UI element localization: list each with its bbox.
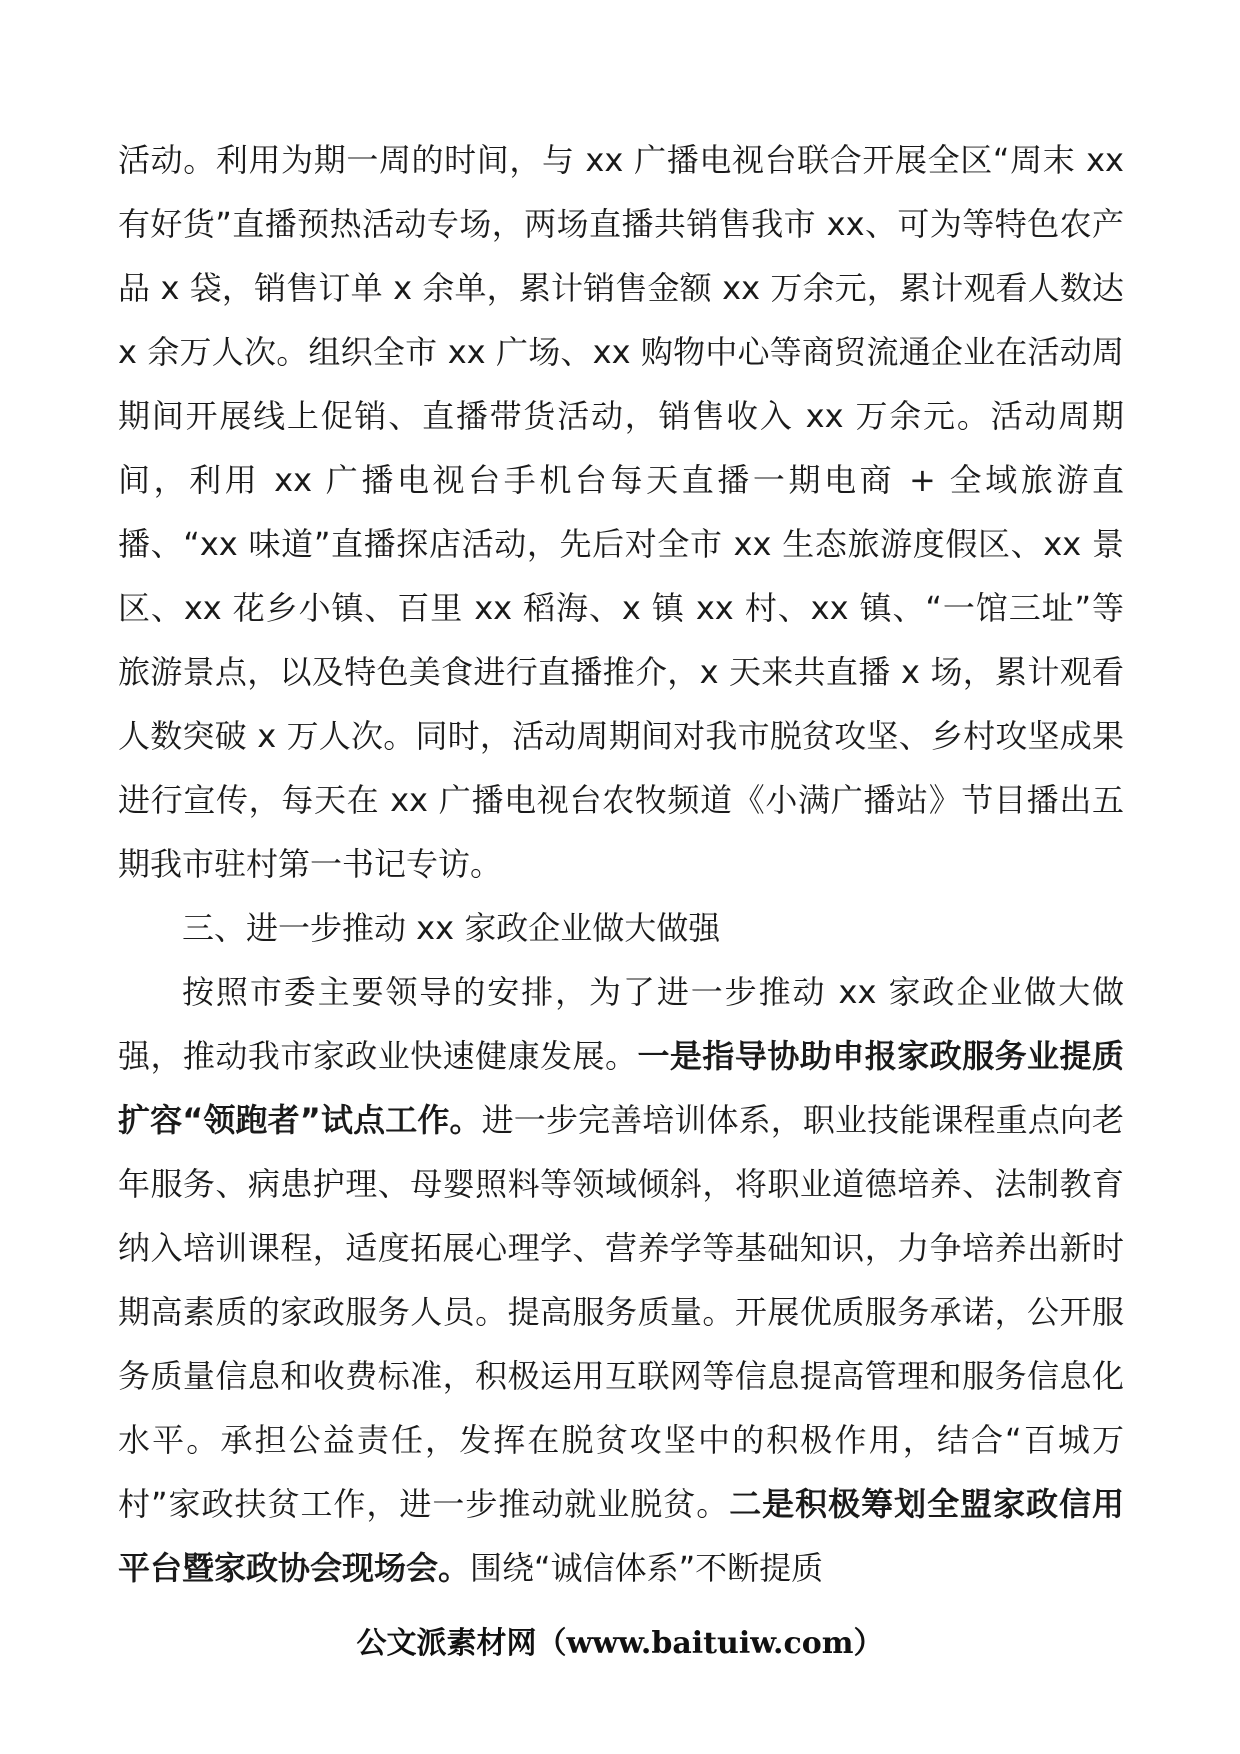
paragraph-text-1: 按照市委主要领导的安排，为了进一步推动 xx 家政企业做大做强，推动我市家政业快速健康发展。 [118, 973, 1124, 1075]
paragraph-housekeeping [118, 960, 1124, 1600]
paragraph-text-3: 围绕“诚信体系”不断提质 [470, 1549, 824, 1587]
paragraph-text-2: 进一步完善培训体系，职业技能课程重点向老年服务、病患护理、母婴照料等领域倾斜，将职业道德培养、法制教育纳入培训课程，适度拓展心理学、营养学等基础知识，力争培养出新时期高素质的家政服务人员。提高服务质量。开展优质服务承诺，公开服务质量信息和收费标准，积极运用互联网等信息提高管理和服务信息化水平。承担公益责任，发挥在脱贫攻坚中的积极作用，结合“百城万村”家政扶贫工作，进一步推动就业脱贫。 [118, 1101, 1124, 1523]
bold-point-2: 二是积极筹划全盟家政信用平台暨家政协会现场会。 [118, 1485, 1124, 1587]
paragraph-activity-week: 活动。利用为期一周的时间，与 xx 广播电视台联合开展全区“周末 xx 有好货”直播预热活动专场，两场直播共销售我市 xx、可为等特色农产品 x 袋，销售订单 x 余单，累计销售金额 xx 万余元，累计观看人数达 x 余万人次。组织全市 xx 广场、xx 购物中心等商贸流通企业在活动周期间开展线上促销、直播带货活动，销售收入 xx 万余元。活动周期间，利用 xx 广播电视台手机台每天直播一期电商 + 全域旅游直播、“xx 味道”直播探店活动，先后对全市 xx 生态旅游度假区、xx 景区、xx 花乡小镇、百里 xx 稻海、x 镇 xx 村、xx 镇、“一馆三址”等旅游景点，以及特色美食进行直播推介，x 天来共直播 x 场，累计观看人数突破 x 万人次。同时，活动周期间对我市脱贫攻坚、乡村攻坚成果进行宣传，每天在 xx 广播电视台农牧频道《小满广播站》节目播出五期我市驻村第一书记专访。 [118, 141, 1124, 883]
document-body [118, 128, 1124, 1600]
section-heading: 三、进一步推动 xx 家政企业做大做强 [182, 909, 721, 947]
footer-watermark: 公文派素材网（www.baituiw.com） [356, 1626, 884, 1661]
bold-point-1: 一是指导协助申报家政服务业提质扩容“领跑者”试点工作。 [118, 1037, 1124, 1139]
